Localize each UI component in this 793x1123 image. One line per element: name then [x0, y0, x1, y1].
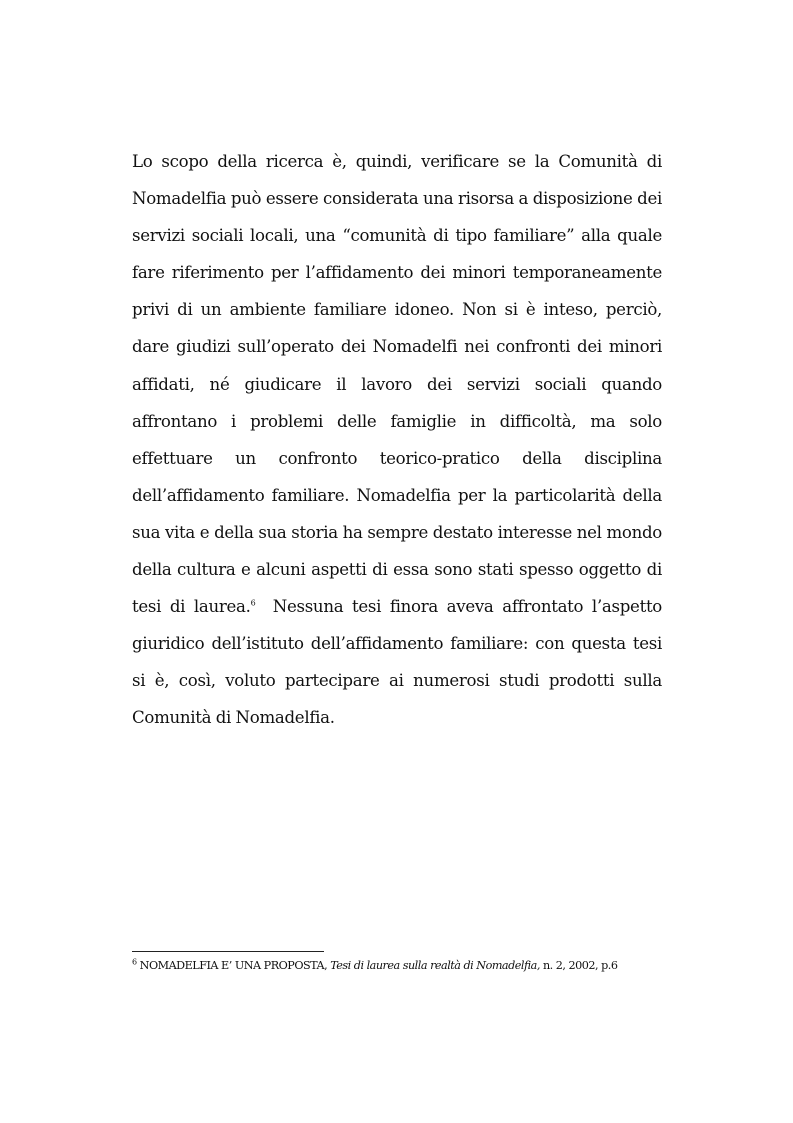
- footnote-reference[interactable]: 6: [250, 598, 256, 608]
- footnote-number: 6: [132, 957, 137, 967]
- footnote-title: Tesi di laurea sulla realtà di Nomadelfia,: [330, 959, 540, 972]
- paragraph-text-after-ref: Nessuna tesi finora aveva affrontato l’aspetto giuridico dell’istituto dell’affidamento familiare: con questa tesi si è, così, voluto partecipare ai numerosi studi prodotti sulla Comunità di Nomadelfia.: [132, 597, 667, 728]
- footnote-separator: [132, 951, 324, 952]
- footnote-details: n. 2, 2002, p.6: [542, 959, 618, 972]
- body-paragraph: [132, 143, 667, 737]
- footnote: [132, 956, 692, 976]
- footnote-author: NOMADELFIA E’ UNA PROPOSTA,: [139, 959, 328, 972]
- paragraph-text-before-ref: Lo scopo della ricerca è, quindi, verificare se la Comunità di Nomadelfia può essere considerata una risorsa a disposizione dei servizi sociali locali, una “comunità di tipo familiare” alla quale fare riferimento per l’affidamento dei minori temporaneamente privi di un ambiente familiare idoneo. Non si è inteso, perciò, dare giudizi sull’operato dei Nomadelfi nei confronti dei minori affidati, né giudicare il lavoro dei servizi sociali quando affrontano i problemi delle famiglie in difficoltà, ma solo effettuare un confronto teorico-pratico della disciplina dell’affidamento familiare. Nomadelfia per la particolarità della sua vita e della sua storia ha sempre destato interesse nel mondo della cultura e alcuni aspetti di essa sono stati spesso oggetto di tesi di laurea.: [132, 152, 662, 617]
